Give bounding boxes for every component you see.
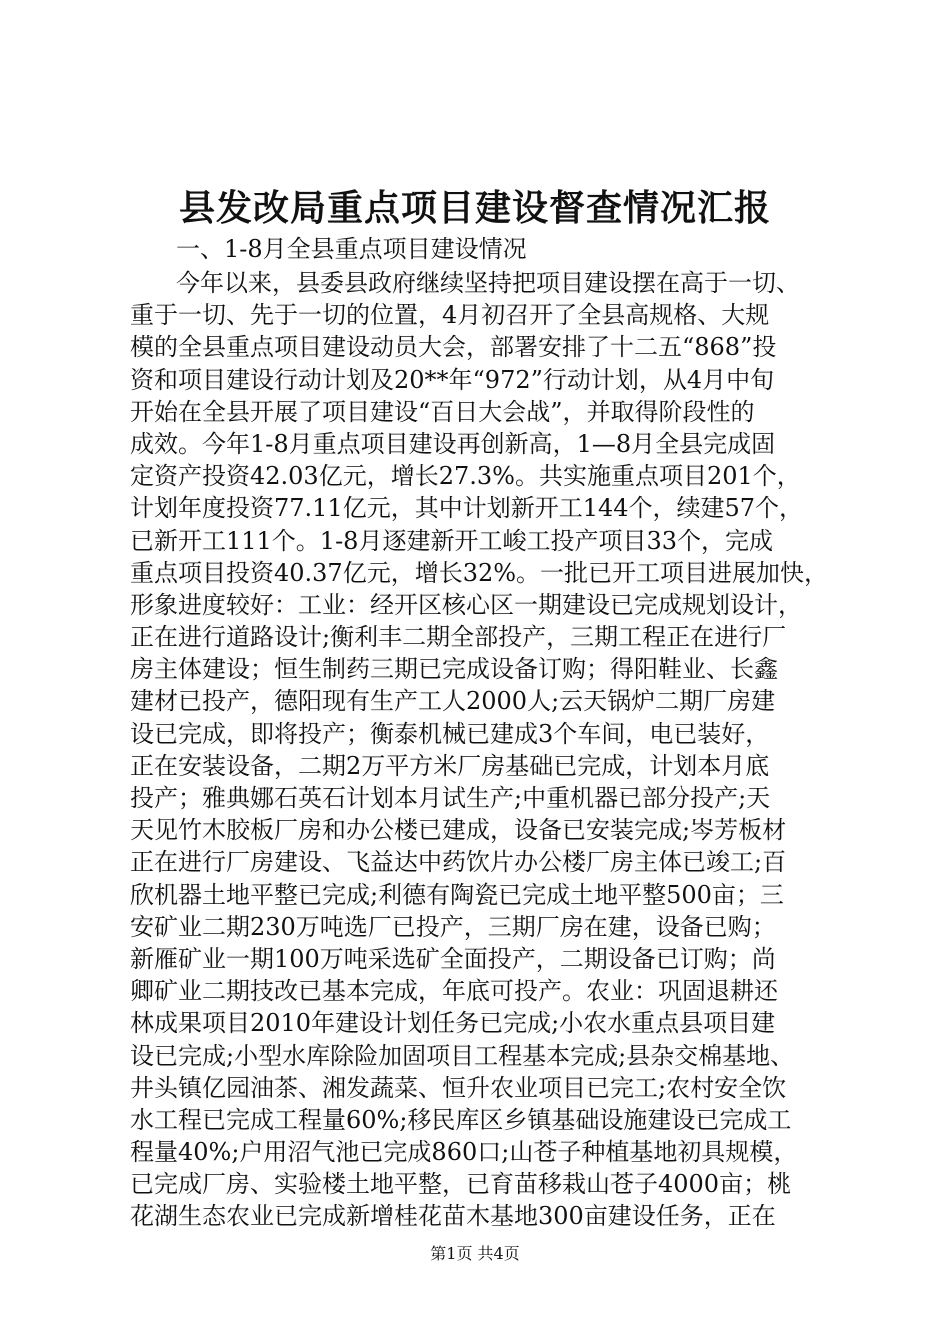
- text-line: 设已完成，即将投产；衡泰机械已建成3个车间，电已装好，: [130, 719, 770, 748]
- text-line: 已新开工111个。1-8月逐建新开工峻工投产项目33个，完成: [130, 526, 773, 555]
- text-line: 井头镇亿园油茶、湘发蔬菜、恒升农业项目已完工;农村安全饮: [130, 1073, 787, 1102]
- text-line: 水工程已完成工程量60%;移民库区乡镇基础设施建设已完成工: [130, 1105, 792, 1134]
- text-line: 新雁矿业一期100万吨采选矿全面投产，二期设备已订购；尚: [130, 944, 776, 973]
- text-line: 计划年度投资77.11亿元，其中计划新开工144个，续建57个，: [130, 494, 804, 523]
- text-line: 正在进行厂房建设、飞益达中药饮片办公楼厂房主体已竣工;百: [130, 848, 787, 877]
- document-title: 县发改局重点项目建设督查情况汇报: [178, 187, 771, 229]
- text-line: 欣机器土地平整已完成;利德有陶瓷已完成土地平整500亩；三: [130, 880, 784, 909]
- text-line: 定资产投资42.03亿元，增长27.3%。共实施重点项目201个，: [130, 462, 801, 491]
- body-paragraph: [130, 267, 830, 1233]
- text-line: 花湖生态农业已完成新增桂花苗木基地300亩建设任务，正在: [130, 1202, 776, 1231]
- text-line: 投产；雅典娜石英石计划本月试生产;中重机器已部分投产;天: [130, 784, 771, 812]
- text-line: 天见竹木胶板厂房和办公楼已建成，设备已安装完成;岑芳板材: [130, 816, 787, 845]
- text-line: 重点项目投资40.37亿元，增长32%。一批已开工项目进展加快，: [130, 558, 829, 587]
- text-line: 程量40%;户用沼气池已完成860口;山苍子种植基地初具规模，: [130, 1138, 798, 1167]
- text-line: 房主体建设；恒生制药三期已完成设备订购；得阳鞋业、长鑫: [130, 655, 778, 684]
- text-line: 卿矿业二期技改已基本完成，年底可投产。农业：巩固退耕还: [130, 977, 778, 1006]
- text-line: 开始在全县开展了项目建设“百日大会战”，并取得阶段性的: [130, 397, 755, 426]
- text-line: 已完成厂房、实验楼土地平整，已育苗移栽山苍子4000亩；桃: [130, 1170, 792, 1199]
- text-line: 正在进行道路设计;衡利丰二期全部投产，三期工程正在进行厂: [130, 623, 787, 652]
- text-line: 安矿业二期230万吨选厂已投产，三期厂房在建，设备已购；: [130, 912, 776, 941]
- text-line: 模的全县重点项目建设动员大会，部署安排了十二五“868”投: [130, 333, 777, 362]
- section-heading: 一、1-8月全县重点项目建设情况: [176, 235, 527, 263]
- text-line: 建材已投产，德阳现有生产工人2000人;云天锅炉二期厂房建: [130, 687, 776, 716]
- text-line: 成效。今年1-8月重点项目建设再创新高，1—8月全县完成固: [130, 429, 776, 458]
- text-line: 正在安装设备，二期2万平方米厂房基础已完成，计划本月底: [130, 751, 770, 780]
- text-line: 重于一切、先于一切的位置，4月初召开了全县高规格、大规: [130, 301, 770, 330]
- text-line: 形象进度较好：工业：经开区核心区一期建设已完成规划设计，: [130, 590, 802, 619]
- text-line: 设已完成;小型水库除险加固项目工程基本完成;县杂交棉基地、: [130, 1041, 795, 1070]
- text-line: 资和项目建设行动计划及20**年“972”行动计划，从4月中旬: [130, 365, 775, 394]
- page-number-footer: 第1页 共4页: [430, 1244, 520, 1263]
- text-line: 林成果项目2010年建设计划任务已完成;小农水重点县项目建: [130, 1009, 776, 1038]
- text-line: 今年以来，县委县政府继续坚持把项目建设摆在高于一切、: [176, 269, 800, 297]
